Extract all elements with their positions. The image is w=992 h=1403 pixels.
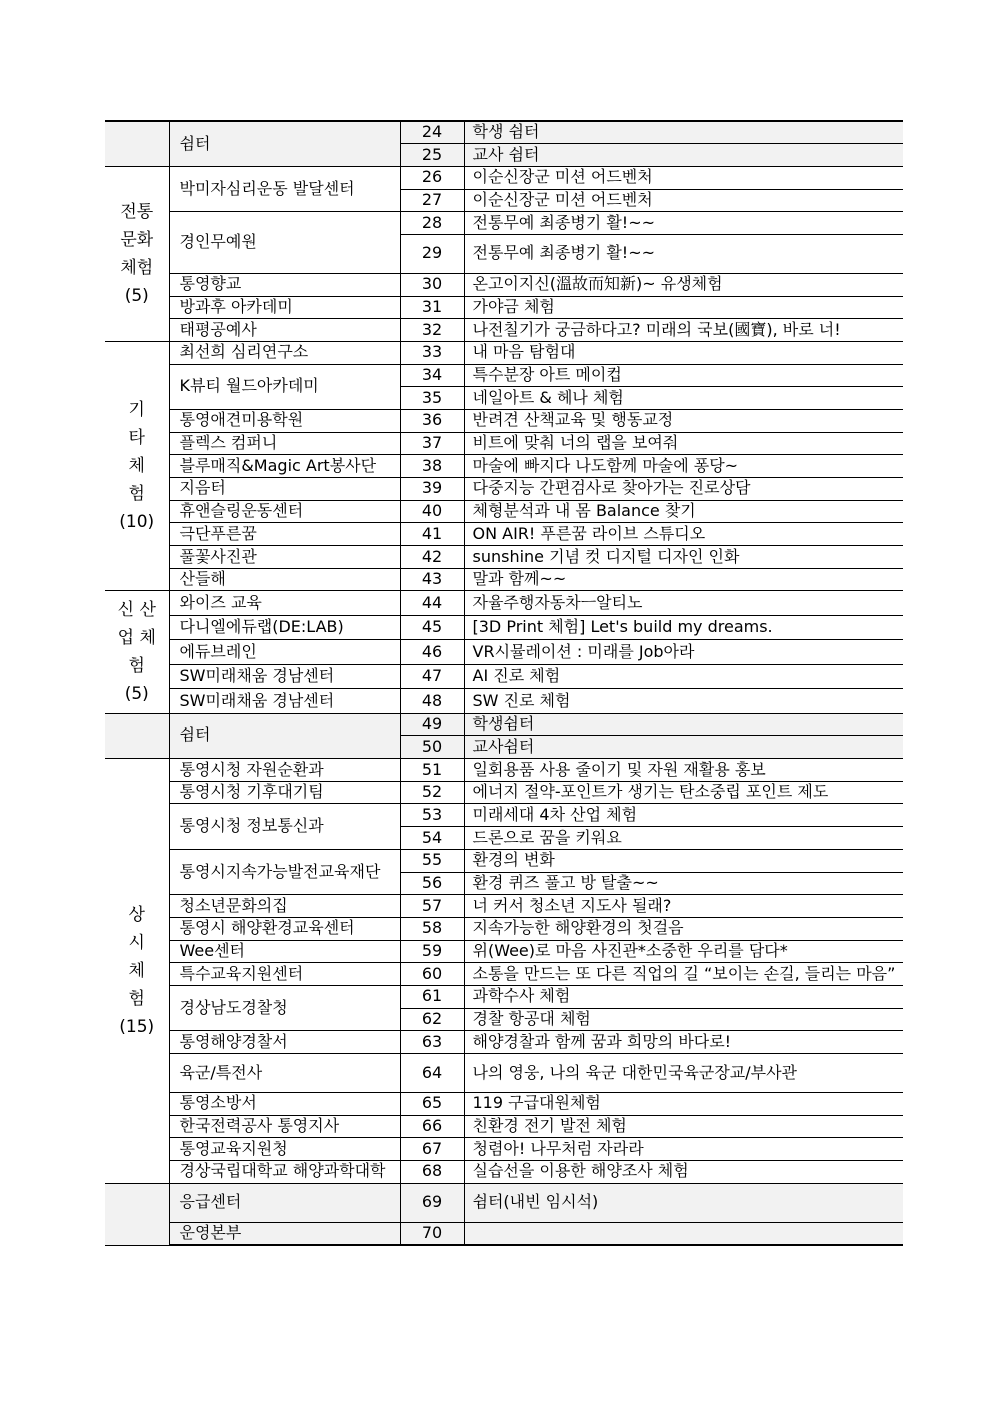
booth-number: 56: [400, 872, 464, 895]
category-label-line: 험: [128, 988, 145, 1009]
program-title: 이순신장군 미션 어드벤처: [464, 166, 903, 189]
category-label-line: 상: [128, 904, 145, 925]
program-title: 전통무예 최종병기 활!~~: [464, 234, 903, 273]
table-row: [105, 849, 903, 872]
booth-number: 58: [400, 917, 464, 940]
program-title: 내 마음 탐험대: [464, 341, 903, 364]
table-row: [105, 781, 903, 804]
program-title: 너 커서 청소년 지도사 될래?: [464, 895, 903, 918]
table-row: [105, 364, 903, 387]
booth-number: 31: [400, 296, 464, 319]
category-cell: [105, 713, 169, 758]
program-title: 드론으로 꿈을 키워요: [464, 827, 903, 850]
category-cell: [105, 759, 169, 1184]
program-title: 청렴아! 나무처럼 자라라: [464, 1138, 903, 1161]
table-row: [105, 963, 903, 986]
table-row: [105, 1183, 903, 1222]
table-row: [105, 895, 903, 918]
booth-number: 55: [400, 849, 464, 872]
category-label-line: (15): [119, 1016, 155, 1037]
table-row: [105, 689, 903, 714]
booth-number: 27: [400, 189, 464, 212]
booth-number: 47: [400, 664, 464, 688]
organization-name: SW미래채움 경남센터: [169, 664, 400, 688]
organization-name: 통영시 해양환경교육센터: [169, 917, 400, 940]
table-row: [105, 341, 903, 364]
organization-name: 운영본부: [169, 1222, 400, 1245]
organization-name: 에듀브레인: [169, 640, 400, 664]
organization-name: 통영해양경찰서: [169, 1031, 400, 1054]
category-label-line: 체: [128, 456, 145, 477]
program-title: 학생쉼터: [464, 713, 903, 736]
booth-number: 50: [400, 736, 464, 759]
booth-number: 29: [400, 234, 464, 273]
category-label-line: 타: [128, 428, 145, 449]
booth-number: 24: [400, 121, 464, 144]
organization-name: 최선희 심리연구소: [169, 341, 400, 364]
category-cell: [105, 591, 169, 713]
organization-name: 통영시청 자원순환과: [169, 759, 400, 782]
program-schedule-table: [105, 120, 903, 1246]
program-title: 다중지능 간편검사로 찾아가는 진로상담: [464, 478, 903, 501]
organization-name: 통영향교: [169, 273, 400, 296]
table-row: [105, 478, 903, 501]
organization-name: 산들해: [169, 568, 400, 591]
table-row: [105, 296, 903, 319]
program-title: 일회용품 사용 줄이기 및 자원 재활용 홍보: [464, 759, 903, 782]
category-label-line: (5): [124, 684, 149, 705]
program-title: AI 진로 체험: [464, 664, 903, 688]
table-row: [105, 121, 903, 144]
category-label-line: 시: [128, 932, 145, 953]
organization-name: 통영시청 정보통신과: [169, 804, 400, 849]
booth-number: 41: [400, 523, 464, 546]
program-title: 환경 퀴즈 풀고 방 탈출~~: [464, 872, 903, 895]
program-title: ON AIR! 푸른꿈 라이브 스튜디오: [464, 523, 903, 546]
booth-number: 64: [400, 1054, 464, 1093]
booth-number: 48: [400, 689, 464, 714]
organization-name: 경상남도경찰청: [169, 985, 400, 1030]
booth-number: 63: [400, 1031, 464, 1054]
table-row: [105, 804, 903, 827]
organization-name: SW미래채움 경남센터: [169, 689, 400, 714]
program-title: 경찰 항공대 체험: [464, 1008, 903, 1031]
category-label-line: 기: [128, 400, 145, 421]
category-label-line: 전통: [120, 201, 154, 222]
booth-number: 39: [400, 478, 464, 501]
organization-name: 다니엘에듀랩(DE:LAB): [169, 615, 400, 639]
booth-number: 28: [400, 212, 464, 235]
program-title: 친환경 전기 발전 체험: [464, 1115, 903, 1138]
program-title: 교사쉼터: [464, 736, 903, 759]
program-title: 지속가능한 해양환경의 첫걸음: [464, 917, 903, 940]
program-title: 해양경찰과 함께 꿈과 희망의 바다로!: [464, 1031, 903, 1054]
organization-name: 육군/특전사: [169, 1054, 400, 1093]
organization-name: 통영애견미용학원: [169, 409, 400, 432]
program-title: 학생 쉼터: [464, 121, 903, 144]
booth-number: 70: [400, 1222, 464, 1245]
booth-number: 59: [400, 940, 464, 963]
program-title: 실습선을 이용한 해양조사 체험: [464, 1160, 903, 1183]
category-label-line: 체험: [120, 257, 154, 278]
table-row: [105, 615, 903, 639]
program-title: 교사 쉼터: [464, 144, 903, 167]
organization-name: 쉼터: [169, 121, 400, 166]
organization-name: Wee센터: [169, 940, 400, 963]
booth-number: 33: [400, 341, 464, 364]
booth-number: 25: [400, 144, 464, 167]
program-title: 온고이지신(溫故而知新)~ 유생체험: [464, 273, 903, 296]
category-cell: [105, 166, 169, 341]
organization-name: K뷰티 월드아카데미: [169, 364, 400, 409]
booth-number: 65: [400, 1092, 464, 1115]
organization-name: 한국전력공사 통영지사: [169, 1115, 400, 1138]
booth-number: 26: [400, 166, 464, 189]
booth-number: 43: [400, 568, 464, 591]
booth-number: 45: [400, 615, 464, 639]
table-row: [105, 319, 903, 342]
organization-name: 극단푸른꿈: [169, 523, 400, 546]
organization-name: 통영소방서: [169, 1092, 400, 1115]
program-title: 전통무예 최종병기 활!~~: [464, 212, 903, 235]
booth-number: 68: [400, 1160, 464, 1183]
booth-number: 53: [400, 804, 464, 827]
organization-name: 블루매직&Magic Art봉사단: [169, 455, 400, 478]
booth-number: 57: [400, 895, 464, 918]
booth-number: 51: [400, 759, 464, 782]
booth-number: 30: [400, 273, 464, 296]
program-title: 미래세대 4차 산업 체험: [464, 804, 903, 827]
booth-number: 37: [400, 432, 464, 455]
table-row: [105, 1054, 903, 1093]
program-title: [464, 1222, 903, 1245]
program-title: 특수분장 아트 메이컵: [464, 364, 903, 387]
booth-number: 61: [400, 985, 464, 1008]
organization-name: 쉼터: [169, 713, 400, 758]
category-label-line: 문화: [120, 229, 154, 250]
category-label-line: 험: [128, 656, 145, 677]
table-row: [105, 409, 903, 432]
program-title: 쉼터(내빈 임시석): [464, 1183, 903, 1222]
category-label-line: 험: [128, 484, 145, 505]
table-row: [105, 1160, 903, 1183]
category-label-line: (10): [119, 512, 155, 533]
booth-number: 54: [400, 827, 464, 850]
program-title: 체형분석과 내 몸 Balance 찾기: [464, 500, 903, 523]
booth-number: 38: [400, 455, 464, 478]
category-label-line: 체: [128, 960, 145, 981]
table-row: [105, 500, 903, 523]
booth-number: 46: [400, 640, 464, 664]
program-title: VR시뮬레이션 : 미래를 Job아라: [464, 640, 903, 664]
table-row: [105, 568, 903, 591]
table-row: [105, 640, 903, 664]
table-row: [105, 759, 903, 782]
booth-number: 69: [400, 1183, 464, 1222]
program-title: 나전칠기가 궁금하다고? 미래의 국보(國寶), 바로 너!: [464, 319, 903, 342]
organization-name: 통영교육지원청: [169, 1138, 400, 1161]
program-title: 말과 함께~~: [464, 568, 903, 591]
booth-number: 35: [400, 387, 464, 410]
program-title: 나의 영웅, 나의 육군 대한민국육군장교/부사관: [464, 1054, 903, 1093]
organization-name: 방과후 아카데미: [169, 296, 400, 319]
program-title: 소통을 만드는 또 다른 직업의 길 “보이는 손길, 들리는 마음”: [464, 963, 903, 986]
table-body: [105, 121, 903, 1245]
booth-number: 34: [400, 364, 464, 387]
booth-number: 44: [400, 591, 464, 615]
table-row: [105, 523, 903, 546]
program-title: 위(Wee)로 마음 사진관*소중한 우리를 담다*: [464, 940, 903, 963]
program-title: 환경의 변화: [464, 849, 903, 872]
program-title: 과학수사 체험: [464, 985, 903, 1008]
table-row: [105, 432, 903, 455]
organization-name: 태평공예사: [169, 319, 400, 342]
organization-name: 풀꽃사진관: [169, 546, 400, 569]
organization-name: 박미자심리운동 발달센터: [169, 166, 400, 211]
table-row: [105, 917, 903, 940]
organization-name: 지음터: [169, 478, 400, 501]
table-row: [105, 1031, 903, 1054]
organization-name: 통영시지속가능발전교육재단: [169, 849, 400, 894]
program-title: 에너지 절약-포인트가 생기는 탄소중립 포인트 제도: [464, 781, 903, 804]
category-label-line: (5): [124, 285, 149, 306]
category-cell: [105, 1183, 169, 1245]
booth-number: 62: [400, 1008, 464, 1031]
program-title: [3D Print 체험] Let's build my dreams.: [464, 615, 903, 639]
booth-number: 52: [400, 781, 464, 804]
program-title: SW 진로 체험: [464, 689, 903, 714]
organization-name: 경인무예원: [169, 212, 400, 274]
organization-name: 경상국립대학교 해양과학대학: [169, 1160, 400, 1183]
program-title: 가야금 체험: [464, 296, 903, 319]
category-label-line: 신 산: [117, 599, 156, 620]
table-row: [105, 664, 903, 688]
table-row: [105, 591, 903, 615]
program-title: 반려견 산책교육 및 행동교정: [464, 409, 903, 432]
table-row: [105, 940, 903, 963]
table-row: [105, 212, 903, 235]
organization-name: 통영시청 기후대기팀: [169, 781, 400, 804]
program-title: 자율주행자동차ㅡ알티노: [464, 591, 903, 615]
table-row: [105, 273, 903, 296]
table-row: [105, 1222, 903, 1245]
booth-number: 32: [400, 319, 464, 342]
table-row: [105, 1115, 903, 1138]
category-cell: [105, 121, 169, 166]
program-title: 비트에 맞춰 너의 랩을 보여줘: [464, 432, 903, 455]
table-row: [105, 713, 903, 736]
organization-name: 응급센터: [169, 1183, 400, 1222]
booth-number: 66: [400, 1115, 464, 1138]
organization-name: 특수교육지원센터: [169, 963, 400, 986]
category-cell: [105, 341, 169, 591]
booth-number: 67: [400, 1138, 464, 1161]
table-row: [105, 985, 903, 1008]
table-row: [105, 1138, 903, 1161]
table-row: [105, 1092, 903, 1115]
booth-number: 42: [400, 546, 464, 569]
table-row: [105, 166, 903, 189]
organization-name: 플렉스 컴퍼니: [169, 432, 400, 455]
booth-number: 49: [400, 713, 464, 736]
booth-number: 60: [400, 963, 464, 986]
program-title: 네일아트 & 헤나 체험: [464, 387, 903, 410]
table-row: [105, 546, 903, 569]
program-title: 마술에 빠지다 나도함께 마술에 퐁당~: [464, 455, 903, 478]
booth-number: 40: [400, 500, 464, 523]
table-row: [105, 455, 903, 478]
program-title: sunshine 기념 컷 디지털 디자인 인화: [464, 546, 903, 569]
program-title: 119 구급대원체험: [464, 1092, 903, 1115]
organization-name: 휴앤슬링운동센터: [169, 500, 400, 523]
category-label-line: 업 체: [117, 628, 156, 649]
booth-number: 36: [400, 409, 464, 432]
organization-name: 와이즈 교육: [169, 591, 400, 615]
program-title: 이순신장군 미션 어드벤처: [464, 189, 903, 212]
organization-name: 청소년문화의집: [169, 895, 400, 918]
